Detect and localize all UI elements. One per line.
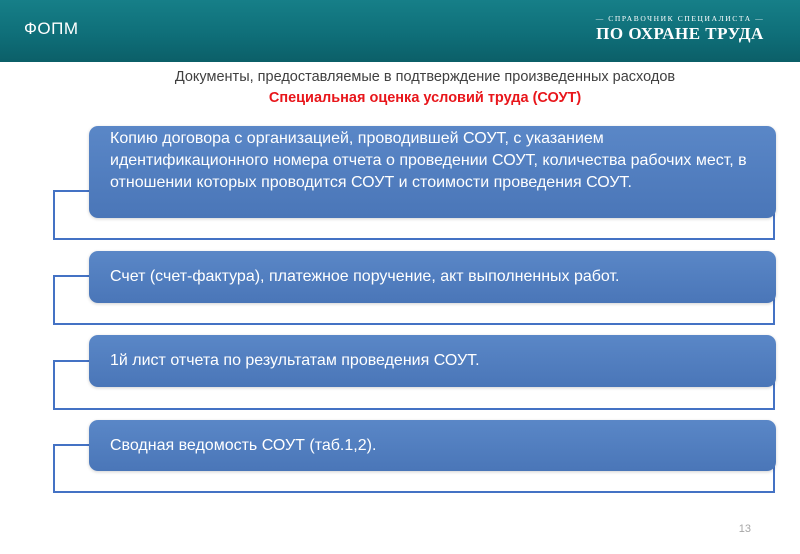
slide-subtitle: Специальная оценка условий труда (СОУТ)	[268, 90, 582, 106]
list-item-text: Счет (счет-фактура), платежное поручение, акт выполненных работ.	[110, 268, 620, 285]
header-label: ФОПМ	[24, 19, 79, 38]
page-number: 13	[738, 523, 751, 535]
list-item	[89, 251, 776, 303]
list-item	[89, 126, 776, 218]
logo-title: ПО ОХРАНЕ ТРУДА	[596, 24, 764, 43]
list-item-text: Сводная ведомость СОУТ (таб.1,2).	[110, 436, 377, 454]
slide-title: Документы, предоставляемые в подтверждение произведенных расходов	[174, 69, 676, 85]
list-item-text: Копию договора с организацией, проводившей СОУТ, с указанием идентификационного номера отчета о проведении СОУТ, количества рабочих мест, в отношении которых проводится СОУТ и стоимости проведения СОУТ.	[110, 130, 747, 191]
list-item	[89, 335, 776, 387]
header-bar	[0, 0, 800, 62]
list-item-text: 1й лист отчета по результатам проведения СОУТ.	[110, 352, 480, 369]
list-item	[89, 420, 776, 471]
brand-logo	[592, 14, 768, 44]
logo-tagline: — СПРАВОЧНИК СПЕЦИАЛИСТА —	[595, 14, 765, 23]
